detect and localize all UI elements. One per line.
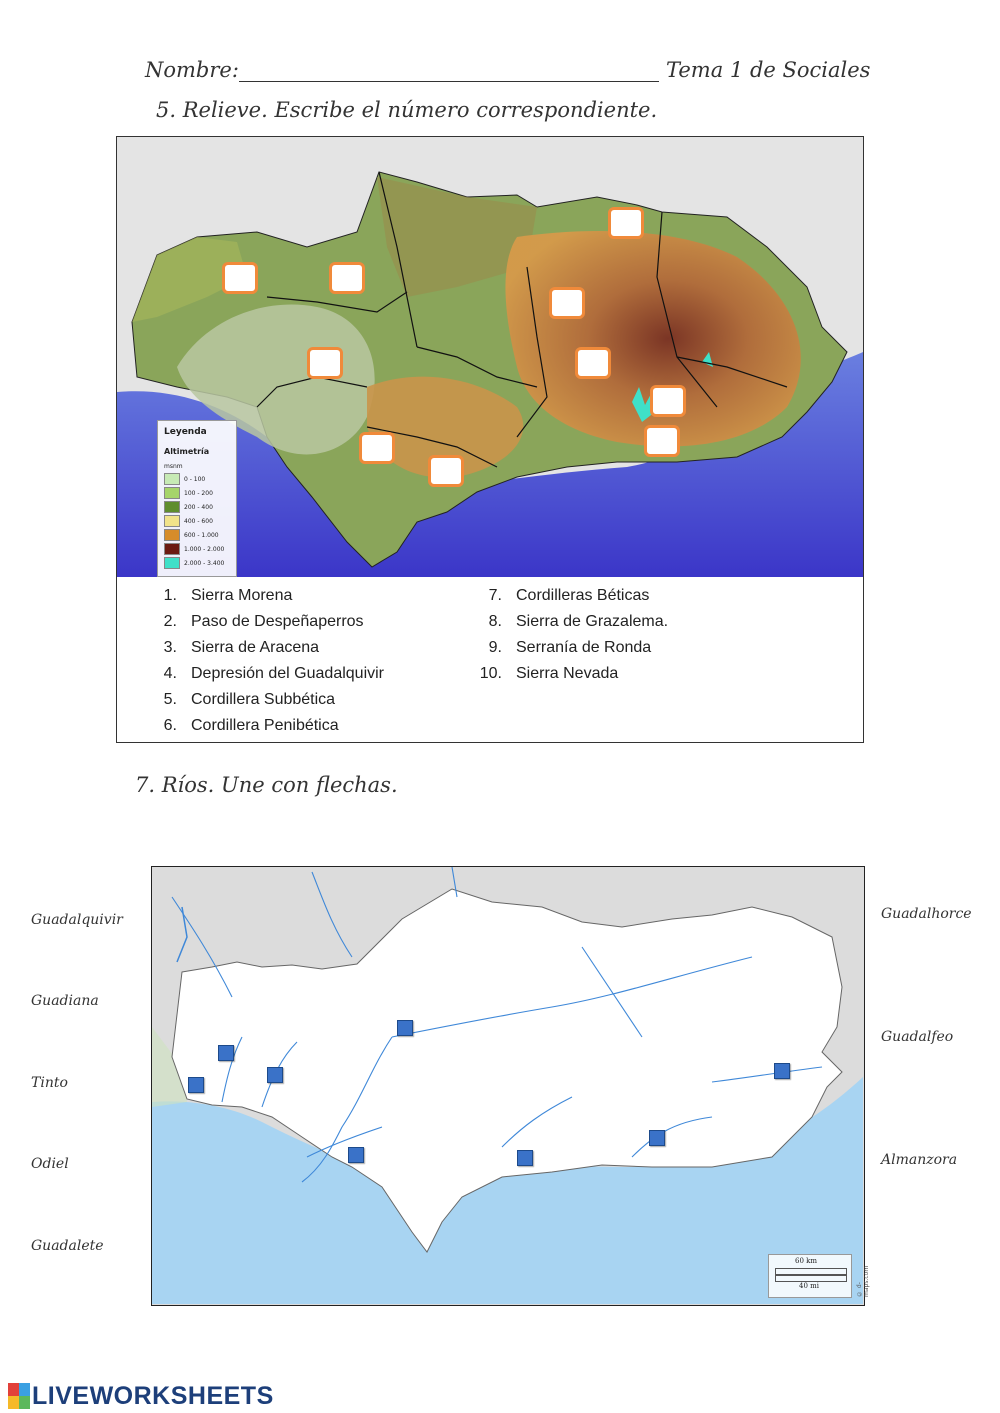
river-label-left[interactable]: Tinto	[31, 1075, 68, 1091]
answer-input-box[interactable]	[359, 432, 395, 464]
legend-subtitle: Altimetría	[164, 447, 210, 456]
river-connection-dot[interactable]	[188, 1077, 204, 1093]
item-number: 9.	[488, 639, 502, 656]
item-number: 1.	[163, 587, 177, 604]
legend-swatch	[164, 543, 180, 555]
legend-swatch	[164, 515, 180, 527]
item-label: Cordillera Penibética	[191, 717, 339, 734]
item-number: 10.	[479, 665, 502, 682]
footer-brand	[8, 1380, 274, 1412]
relief-list-item	[147, 713, 384, 739]
name-input-line[interactable]	[239, 63, 659, 82]
legend-label: 0 - 100	[184, 475, 206, 483]
relief-list-item	[472, 609, 668, 635]
altimetry-legend	[157, 420, 237, 577]
map-credit: © d-maps.com	[856, 1265, 870, 1297]
relief-list-item	[147, 635, 384, 661]
item-number: 3.	[163, 639, 177, 656]
item-label: Paso de Despeñaperros	[191, 613, 364, 630]
item-number: 5.	[163, 691, 177, 708]
river-map	[152, 867, 870, 1304]
item-label: Serranía de Ronda	[516, 639, 652, 656]
river-label-left[interactable]: Guadiana	[31, 993, 99, 1009]
liveworksheets-logo-icon	[8, 1383, 30, 1409]
river-label-right[interactable]: Guadalhorce	[881, 906, 972, 922]
legend-label: 200 - 400	[184, 503, 213, 511]
relief-list-item	[147, 583, 384, 609]
legend-row	[164, 515, 213, 527]
river-connection-dot[interactable]	[218, 1045, 234, 1061]
river-connection-dot[interactable]	[348, 1147, 364, 1163]
river-connection-dot[interactable]	[649, 1130, 665, 1146]
legend-row	[164, 543, 224, 555]
legend-swatch	[164, 529, 180, 541]
scale-bar-mi	[775, 1275, 847, 1282]
exercise-5-title: 5. Relieve. Escribe el número correspondiente.	[156, 98, 658, 122]
scale-km: 60 km	[795, 1257, 818, 1265]
exercise-7-title: 7. Ríos. Une con flechas.	[135, 773, 398, 797]
river-label-left[interactable]: Guadalete	[31, 1238, 104, 1254]
answer-input-box[interactable]	[608, 207, 644, 239]
legend-unit: msnm	[164, 463, 183, 470]
legend-label: 2.000 - 3.400	[184, 559, 225, 567]
answer-input-box[interactable]	[329, 262, 365, 294]
relief-list-right	[472, 583, 668, 687]
relief-list-item	[147, 687, 384, 713]
legend-row	[164, 487, 213, 499]
name-label: Nombre:	[145, 58, 239, 82]
river-connection-dot[interactable]	[267, 1067, 283, 1083]
legend-label: 600 - 1.000	[184, 531, 219, 539]
item-label: Sierra de Grazalema.	[516, 613, 669, 630]
legend-row	[164, 501, 213, 513]
relief-list-item	[147, 661, 384, 687]
legend-row	[164, 529, 219, 541]
item-label: Depresión del Guadalquivir	[191, 665, 384, 682]
river-label-left[interactable]: Odiel	[31, 1156, 69, 1172]
item-label: Cordillera Subbética	[191, 691, 336, 708]
item-label: Sierra de Aracena	[191, 639, 320, 656]
item-number: 7.	[488, 587, 502, 604]
river-connection-dot[interactable]	[517, 1150, 533, 1166]
relief-list-left	[147, 583, 384, 739]
relief-exercise	[116, 136, 864, 743]
footer-brand-text: LIVEWORKSHEETS	[32, 1381, 274, 1410]
answer-input-box[interactable]	[307, 347, 343, 379]
relief-list-item	[472, 661, 668, 687]
answer-input-box[interactable]	[428, 455, 464, 487]
legend-swatch	[164, 501, 180, 513]
legend-swatch	[164, 473, 180, 485]
legend-swatch	[164, 487, 180, 499]
relief-list-item	[147, 609, 384, 635]
relief-list-item	[472, 583, 668, 609]
item-number: 6.	[163, 717, 177, 734]
item-label: Cordilleras Béticas	[516, 587, 650, 604]
legend-label: 100 - 200	[184, 489, 213, 497]
legend-swatch	[164, 557, 180, 569]
river-connection-dot[interactable]	[774, 1063, 790, 1079]
name-field-row	[145, 58, 659, 82]
topic-title: Tema 1 de Sociales	[666, 58, 871, 82]
river-label-left[interactable]: Guadalquivir	[31, 912, 123, 928]
river-label-right[interactable]: Guadalfeo	[881, 1029, 954, 1045]
scale-mi: 40 mi	[799, 1282, 820, 1290]
item-number: 8.	[488, 613, 502, 630]
item-number: 2.	[163, 613, 177, 630]
answer-input-box[interactable]	[222, 262, 258, 294]
answer-input-box[interactable]	[575, 347, 611, 379]
map-scale	[768, 1254, 852, 1298]
legend-row	[164, 557, 224, 569]
relief-list-item	[472, 635, 668, 661]
item-number: 4.	[163, 665, 177, 682]
scale-bar	[775, 1268, 847, 1275]
river-exercise	[151, 866, 870, 1306]
item-label: Sierra Nevada	[516, 665, 619, 682]
legend-row	[164, 473, 205, 485]
answer-input-box[interactable]	[549, 287, 585, 319]
item-label: Sierra Morena	[191, 587, 293, 604]
river-label-right[interactable]: Almanzora	[881, 1152, 958, 1168]
legend-title: Leyenda	[164, 427, 207, 437]
answer-input-box[interactable]	[644, 425, 680, 457]
answer-input-box[interactable]	[650, 385, 686, 417]
river-connection-dot[interactable]	[397, 1020, 413, 1036]
legend-label: 1.000 - 2.000	[184, 545, 225, 553]
legend-label: 400 - 600	[184, 517, 213, 525]
